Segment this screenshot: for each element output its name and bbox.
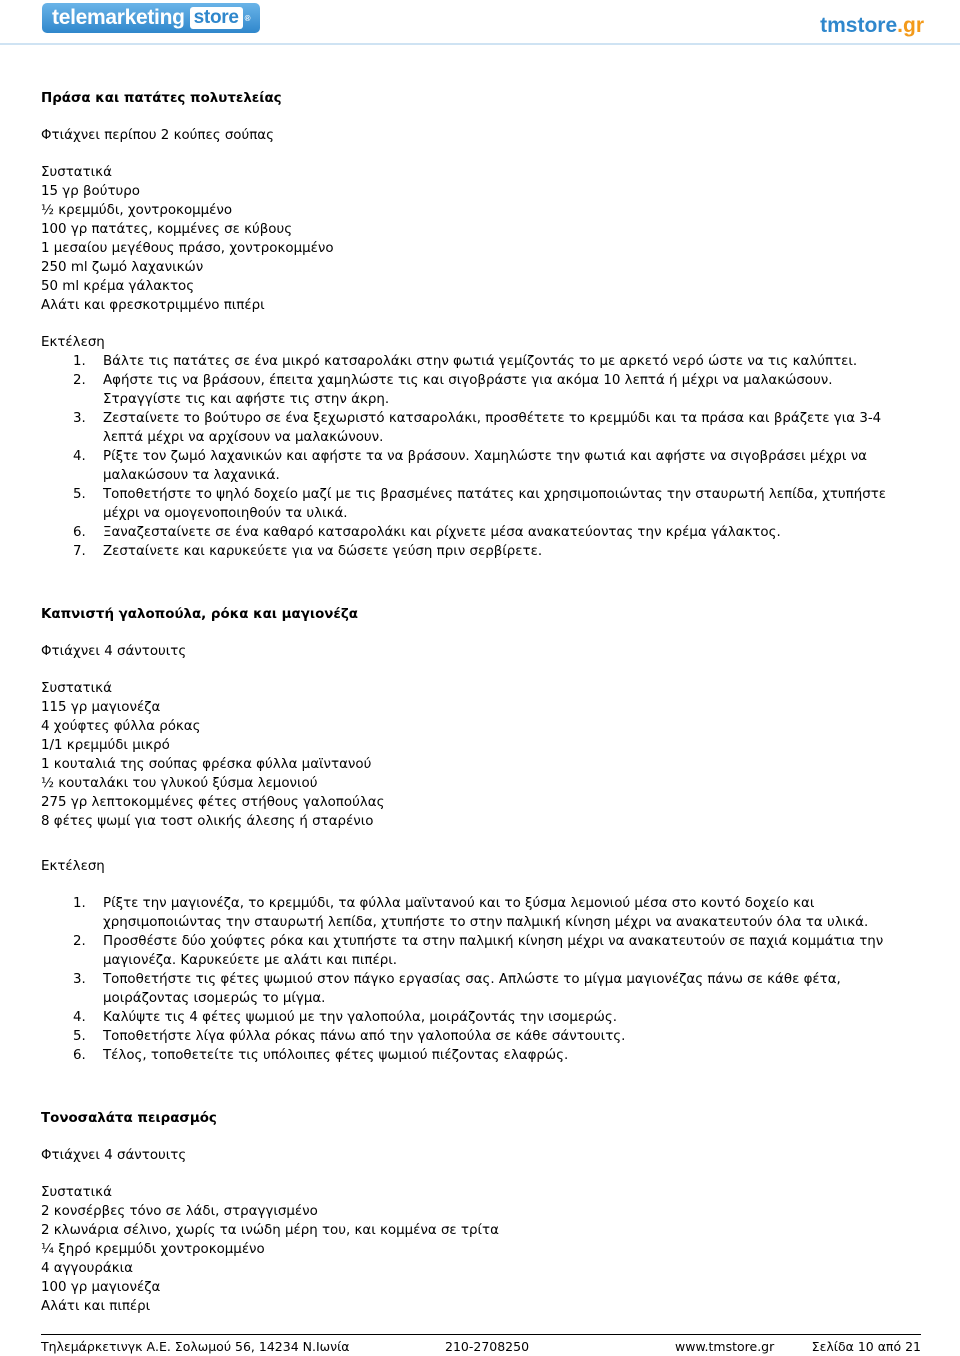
step-text: Τέλος, τοποθετείτε τις υπόλοιπες φέτες ψωμιού πιέζοντας ελαφρώς. bbox=[103, 1048, 569, 1063]
step-text: Τοποθετήστε λίγα φύλλα ρόκας πάνω από την γαλοπούλα σε κάθε σάντουιτς. bbox=[103, 1029, 626, 1044]
step-number: 7. bbox=[73, 544, 86, 559]
ingredient-item: ½ κουταλάκι του γλυκού ξύσμα λεμονιού bbox=[41, 776, 318, 791]
brand-tld-text: .gr bbox=[897, 14, 924, 37]
step-text: Αφήστε τις να βράσουν, έπειτα χαμηλώστε τις και σιγοβράστε για ακόμα 10 λεπτά ή μέχρι να μαλακώσουν. Στραγγίστε τις και αφήστε τις στην άκρη. bbox=[103, 373, 833, 407]
step-number: 5. bbox=[73, 487, 86, 502]
ingredients-heading: Συστατικά bbox=[41, 681, 112, 696]
telemarketing-store-logo bbox=[42, 3, 260, 33]
ingredient-item: 275 γρ λεπτοκομμένες φέτες στήθους γαλοπούλας bbox=[41, 795, 385, 810]
method-step bbox=[41, 485, 921, 523]
step-text: Ζεσταίνετε και καρυκεύετε για να δώσετε γεύση πριν σερβίρετε. bbox=[103, 544, 543, 559]
page-footer bbox=[41, 1338, 921, 1356]
step-text: Βάλτε τις πατάτες σε ένα μικρό κατσαρολάκι στην φωτιά γεμίζοντάς το με αρκετό νερό ώστε να τις καλύπτει. bbox=[103, 354, 858, 369]
step-number: 3. bbox=[73, 972, 86, 987]
registered-mark: ® bbox=[244, 13, 251, 23]
recipe-serves: Φτιάχνει 4 σάντουιτς bbox=[41, 1148, 187, 1163]
step-number: 1. bbox=[73, 896, 86, 911]
ingredient-item: ½ κρεμμύδι, χοντροκομμένο bbox=[41, 203, 233, 218]
step-number: 6. bbox=[73, 525, 86, 540]
ingredient-item: 100 γρ μαγιονέζα bbox=[41, 1280, 161, 1295]
footer-divider bbox=[41, 1334, 921, 1335]
method-step bbox=[41, 523, 921, 542]
ingredients-heading: Συστατικά bbox=[41, 1185, 112, 1200]
ingredient-item: 8 φέτες ψωμί για τοστ ολικής άλεσης ή σταρένιο bbox=[41, 814, 374, 829]
step-text: Ξαναζεσταίνετε σε ένα καθαρό κατσαρολάκι και ρίχνετε μέσα ανακατεύοντας την κρέμα γάλακτος. bbox=[103, 525, 781, 540]
page-header bbox=[0, 0, 960, 46]
tmstore-brand bbox=[820, 14, 924, 38]
recipe-section bbox=[41, 89, 921, 561]
ingredient-item: 2 κλωνάρια σέλινο, χωρίς τα ινώδη μέρη του, και κομμένα σε τρίτα bbox=[41, 1223, 499, 1238]
step-text: Τοποθετήστε το ψηλό δοχείο μαζί με τις βρασμένες πατάτες και χρησιμοποιώντας την σταυρωτή λεπίδα, χτυπήστε μέχρι να ομογενοποιηθούν τα υλικά. bbox=[103, 487, 887, 521]
ingredient-item: 115 γρ μαγιονέζα bbox=[41, 700, 161, 715]
recipe-title: Τονοσαλάτα πειρασμός bbox=[41, 1111, 217, 1126]
method-step bbox=[41, 1027, 921, 1046]
step-text: Ρίξτε την μαγιονέζα, το κρεμμύδι, τα φύλλα μαϊντανού και το ξύσμα λεμονιού μέσα στο κοντό δοχείο και χρησιμοποιώντας την σταυρωτή λεπίδα, χτυπήστε το στην παλμική κίνηση μέχρι να ανακατευτούν όλα τα υλικά. bbox=[103, 896, 869, 930]
step-number: 3. bbox=[73, 411, 86, 426]
recipe-title: Πράσα και πατάτες πολυτελείας bbox=[41, 91, 282, 106]
ingredient-item: 100 γρ πατάτες, κομμένες σε κύβους bbox=[41, 222, 293, 237]
document-body bbox=[41, 89, 921, 1316]
step-text: Προσθέστε δύο χούφτες ρόκα και χτυπήστε τα στην παλμική κίνηση μέχρι να ανακατευτούν σε παχιά κομμάτια την μαγιονέζα. Καρυκεύετε με αλάτι και πιπέρι. bbox=[103, 934, 884, 968]
ingredient-item: 2 κονσέρβες τόνο σε λάδι, στραγγισμένο bbox=[41, 1204, 318, 1219]
method-heading: Εκτέλεση bbox=[41, 859, 105, 874]
recipe-section bbox=[41, 605, 921, 1065]
recipe-section bbox=[41, 1109, 921, 1316]
ingredient-item: 4 χούφτες φύλλα ρόκας bbox=[41, 719, 201, 734]
step-text: Ζεσταίνετε το βούτυρο σε ένα ξεχωριστό κατσαρολάκι, προσθέτετε το κρεμμύδι και τα πράσα και βράζετε για 3-4 λεπτά μέχρι να αρχίσουν να μαλακώνουν. bbox=[103, 411, 882, 445]
method-steps bbox=[41, 352, 921, 561]
footer-website-link[interactable]: www.tmstore.gr bbox=[675, 1339, 775, 1354]
step-number: 5. bbox=[73, 1029, 86, 1044]
recipe-title: Καπνιστή γαλοπούλα, ρόκα και μαγιονέζα bbox=[41, 607, 358, 622]
brand-main-text: tmstore bbox=[820, 14, 898, 37]
step-number: 6. bbox=[73, 1048, 86, 1063]
ingredient-item: 1/1 κρεμμύδι μικρό bbox=[41, 738, 170, 753]
ingredient-item: Αλάτι και φρεσκοτριμμένο πιπέρι bbox=[41, 298, 265, 313]
step-number: 4. bbox=[73, 1010, 86, 1025]
step-number: 4. bbox=[73, 449, 86, 464]
ingredient-item: 1 κουταλιά της σούπας φρέσκα φύλλα μαϊντανού bbox=[41, 757, 372, 772]
footer-page-number: Σελίδα 10 από 21 bbox=[811, 1339, 921, 1354]
step-text: Καλύψτε τις 4 φέτες ψωμιού με την γαλοπούλα, μοιράζοντάς την ισομερώς. bbox=[103, 1010, 617, 1025]
ingredient-item: 1 μεσαίου μεγέθους πράσο, χοντροκομμένο bbox=[41, 241, 334, 256]
method-step bbox=[41, 970, 921, 1008]
method-step bbox=[41, 409, 921, 447]
step-number: 2. bbox=[73, 934, 86, 949]
method-heading: Εκτέλεση bbox=[41, 335, 105, 350]
footer-company: Τηλεμάρκετινγκ Α.Ε. Σολωμού 56, 14234 Ν.Ιωνία bbox=[41, 1339, 350, 1354]
method-step bbox=[41, 371, 921, 409]
method-step bbox=[41, 932, 921, 970]
method-step bbox=[41, 352, 921, 371]
method-step bbox=[41, 1046, 921, 1065]
header-divider bbox=[0, 43, 960, 45]
step-text: Τοποθετήστε τις φέτες ψωμιού στον πάγκο εργασίας σας. Απλώστε το μίγμα μαγιονέζας πάνω σε κάθε φέτα, μοιράζοντας ισομερώς το μίγμα. bbox=[103, 972, 841, 1006]
ingredient-item: 50 ml κρέμα γάλακτος bbox=[41, 279, 195, 294]
method-step bbox=[41, 542, 921, 561]
recipe-serves: Φτιάχνει περίπου 2 κούπες σούπας bbox=[41, 128, 274, 143]
step-number: 1. bbox=[73, 354, 86, 369]
ingredients-heading: Συστατικά bbox=[41, 165, 112, 180]
ingredient-item: 4 αγγουράκια bbox=[41, 1261, 133, 1276]
logo-main-text: telemarketing bbox=[52, 6, 185, 29]
footer-phone: 210-2708250 bbox=[445, 1339, 530, 1354]
step-text: Ρίξτε τον ζωμό λαχανικών και αφήστε τα να βράσουν. Χαμηλώστε την φωτιά και αφήστε να σιγοβράσει μέχρι να μαλακώσουν τα λαχανικά. bbox=[103, 449, 868, 483]
ingredient-item: ¼ ξηρό κρεμμύδι χοντροκομμένο bbox=[41, 1242, 265, 1257]
method-steps bbox=[41, 894, 921, 1065]
ingredient-item: Αλάτι και πιπέρι bbox=[41, 1299, 151, 1314]
step-number: 2. bbox=[73, 373, 86, 388]
method-step bbox=[41, 1008, 921, 1027]
ingredient-item: 250 ml ζωμό λαχανικών bbox=[41, 260, 204, 275]
recipe-serves: Φτιάχνει 4 σάντουιτς bbox=[41, 644, 187, 659]
logo-store-text: store bbox=[190, 7, 243, 29]
ingredient-item: 15 γρ βούτυρο bbox=[41, 184, 140, 199]
method-step bbox=[41, 894, 921, 932]
method-step bbox=[41, 447, 921, 485]
